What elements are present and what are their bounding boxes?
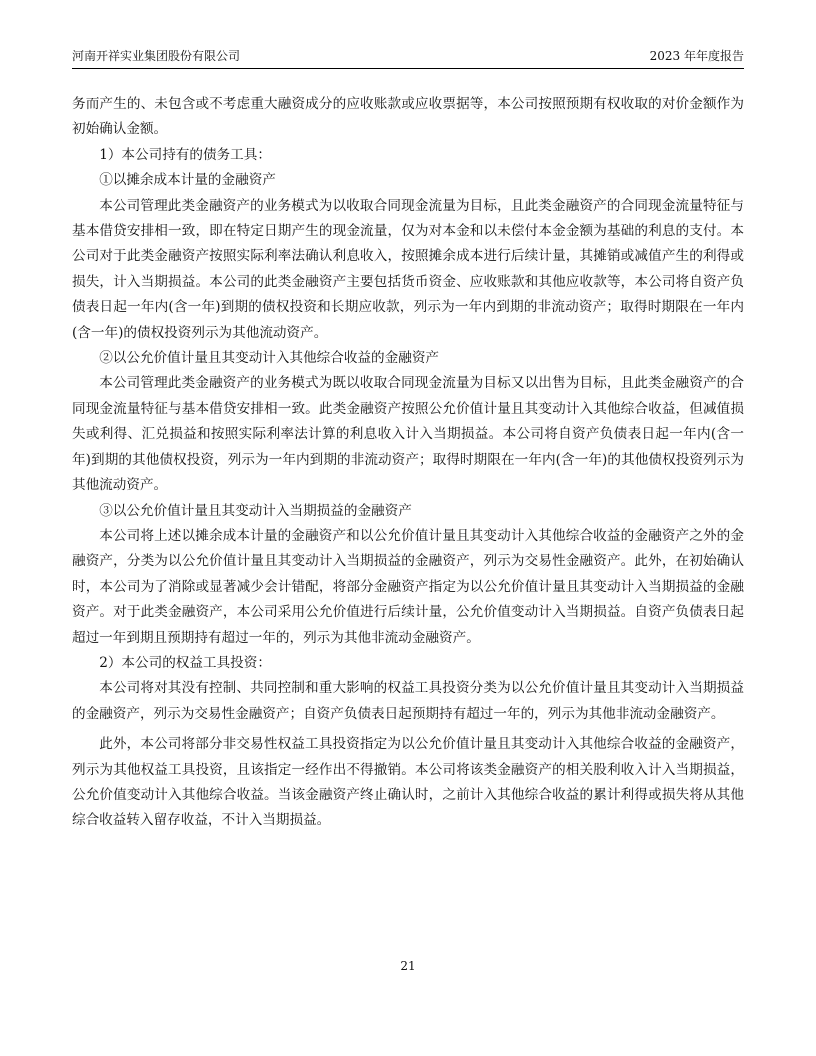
paragraph-fvtpl: 本公司将上述以摊余成本计量的金融资产和以公允价值计量且其变动计入其他综合收益的金融资产之外的金融资产，分类为以公允价值计量且其变动计入当期损益的金融资产，列示为交易性金融资产。此外，在初始确认时，本公司为了消除或显著减少会计错配，将部分金融资产指定为以公允价值计量且其变动计入当期损益的金融资产。对于此类金融资产，本公司采用公允价值进行后续计量，公允价值变动计入当期损益。自资产负债表日起超过一年到期且预期持有超过一年的，列示为其他非流动金融资产。 xyxy=(72,527,744,646)
section-heading-debt-instruments: 1）本公司持有的债务工具： xyxy=(99,146,271,163)
paragraph-amortized-cost: 本公司管理此类金融资产的业务模式为以收取合同现金流量为目标，且此类金融资产的合同现金流量特征与基本借贷安排相一致，即在特定日期产生的现金流量，仅为对本金和以未偿付本金金额为基础的利息的支付。本公司对于此类金融资产按照实际利率法确认利息收入，按照摊余成本进行后续计量，其摊销或减值产生的利得或损失，计入当期损益。本公司的此类金融资产主要包括货币资金、应收账款和其他应收款等，本公司将自资产负债表日起一年内(含一年)到期的债权投资和长期应收款，列示为一年内到期的非流动资产；取得时期限在一年内(含一年)的债权投资列示为其他流动资产。 xyxy=(72,197,744,341)
subheading-fvoci: ②以公允价值计量且其变动计入其他综合收益的金融资产 xyxy=(99,350,440,367)
subheading-fvtpl: ③以公允价值计量且其变动计入当期损益的金融资产 xyxy=(99,502,412,519)
subheading-amortized-cost: ①以摊余成本计量的金融资产 xyxy=(99,172,276,189)
company-name: 河南开祥实业集团股份有限公司 xyxy=(72,49,241,63)
paragraph-equity-investments: 本公司将对其没有控制、共同控制和重大影响的权益工具投资分类为以公允价值计量且其变动计入当期损益的金融资产，列示为交易性金融资产；自资产负债表日起预期持有超过一年的，列示为其他非流动金融资产。 xyxy=(72,680,744,722)
paragraph-other-equity-instruments: 此外，本公司将部分非交易性权益工具投资指定为以公允价值计量且其变动计入其他综合收益的金融资产，列示为其他权益工具投资，且该指定一经作出不得撤销。本公司将该类金融资产的相关股利收入计入当期损益，公允价值变动计入其他综合收益。当该金融资产终止确认时，之前计入其他综合收益的累计利得或损失将从其他综合收益转入留存收益，不计入当期损益。 xyxy=(72,736,744,829)
page-number: 21 xyxy=(400,959,416,973)
paragraph-fvoci: 本公司管理此类金融资产的业务模式为既以收取合同现金流量为目标又以出售为目标，且此类金融资产的合同现金流量特征与基本借贷安排相一致。此类金融资产按照公允价值计量且其变动计入其他综合收益，但减值损失或利得、汇兑损益和按照实际利率法计算的利息收入计入当期损益。本公司将自资产负债表日起一年内(含一年)到期的其他债权投资，列示为一年内到期的非流动资产；取得时期限在一年内(含一年)的其他债权投资列示为其他流动资产。 xyxy=(72,375,744,494)
page-header xyxy=(72,46,744,69)
document-body xyxy=(72,92,744,834)
report-title: 2023 年年度报告 xyxy=(649,49,744,63)
paragraph-continuation: 务而产生的、未包含或不考虑重大融资成分的应收账款或应收票据等，本公司按照预期有权收取的对价金额作为初始确认金额。 xyxy=(72,96,744,138)
section-heading-equity-investments: 2）本公司的权益工具投资： xyxy=(99,654,271,671)
